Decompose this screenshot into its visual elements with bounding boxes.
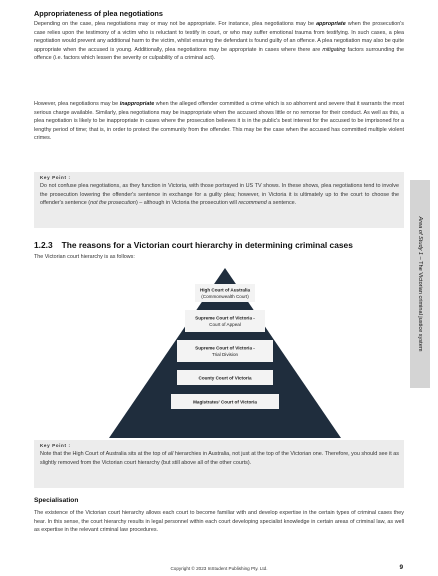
key-point-text: Note that the High Court of Australia sits at the top of all hierarchies in Australia, not just at the top of the Victorian one. Therefore, you should see it as slightly removed from the Victorian court hierarchy (but still above all of the other courts).	[40, 451, 399, 466]
court-level-label: Supreme Court of Victoria -	[195, 315, 255, 321]
court-level-box	[185, 310, 265, 332]
copyright-footer: Copyright © 2023 InStudent Publishing Pty. Ltd.	[170, 566, 268, 571]
court-level-label: (Commonwealth Court)	[201, 294, 249, 299]
court-level-label: County Court of Victoria	[198, 375, 252, 381]
court-level-label: Supreme Court of Victoria -	[195, 345, 255, 351]
section-number: 1.2.3	[34, 240, 53, 250]
key-point-box-high-court	[34, 440, 404, 488]
court-level-4	[177, 370, 273, 385]
key-point-box	[34, 172, 404, 228]
paragraph-specialisation: The existence of the Victorian court hierarchy allows each court to become familiar with and develop expertise in the certain types of criminal cases they hear. In this sense, the court hierarchy results in legal personnel within each court developing specialist knowledge in certain areas of criminal law, as well as expertise in the relevant criminal law procedures.	[34, 510, 404, 534]
page-number: 9	[399, 564, 403, 571]
key-point-title: Key Point :	[40, 175, 71, 180]
specialisation-heading: Specialisation	[34, 497, 79, 504]
section-heading	[34, 240, 353, 250]
court-level-label: High Court of Australia	[199, 287, 251, 293]
court-level-label: Court of Appeal	[209, 322, 241, 327]
court-level-box	[177, 340, 273, 362]
paragraph-inappropriate: However, plea negotiations may be inappropriate when the alleged offender committed a crime which is so abhorrent and severe that it warrants the most serious charge available. Similarly, plea negotiations may be inappropriate when the accused shows little or no remorse for their conduct. As well as this, a plea negotiation is likely to be inappropriate in cases where the prosecution believes it is in the public's best interest for the accused to be imprisoned for a lengthy period of time; that is, in order to protect the community from the offender. This may be the case when the accused has committed multiple violent crimes.	[34, 101, 404, 142]
key-point-title: Key Point :	[40, 443, 71, 448]
court-level-1	[195, 284, 255, 302]
paragraph-appropriate: Depending on the case, plea negotiations may or may not be appropriate. For instance, plea negotiations may be appropriate when the prosecution's case relies upon the testimony of a victim who is reluctant to testify in court, or who may suffer emotional trauma from testifying. In such cases, a plea negotiation would prevent any additional harm to the victim, whilst ensuring the defendant is found guilty of an offence. A plea negotiation may also be quite appropriate when the accused is young. Additionally, plea negotiations may be appropriate in cases where there are mitigating factors surrounding the offence (i.e. factors which lessen the severity or culpability of a criminal act).	[34, 21, 405, 62]
side-tab-label: Area of Study 1 – The Victorian criminal justice system	[417, 216, 423, 352]
court-level-3	[177, 340, 273, 362]
appropriateness-heading: Appropriateness of plea negotiations	[34, 9, 163, 18]
key-point-text: Do not confuse plea negotiations, as they function in Victoria, with those portrayed in US TV shows. In these shows, plea negotiations tend to involve the prosecution lowering the offender's sentence in exchange for a guilty plea; however, in Victoria it is ultimately up to the court to choose the offender's sentence (not the prosecution) – although in Victoria the prosecution will recommend a sentence.	[40, 183, 399, 206]
court-level-label: Magistrates' Court of Victoria	[193, 399, 257, 405]
court-level-label: Trial Division	[211, 352, 239, 357]
court-hierarchy-pyramid	[105, 262, 345, 442]
hierarchy-intro: The Victorian court hierarchy is as follows:	[34, 254, 135, 260]
court-level-2	[185, 310, 265, 332]
court-level-5	[171, 394, 279, 409]
section-title: The reasons for a Victorian court hierarchy in determining criminal cases	[61, 240, 353, 250]
